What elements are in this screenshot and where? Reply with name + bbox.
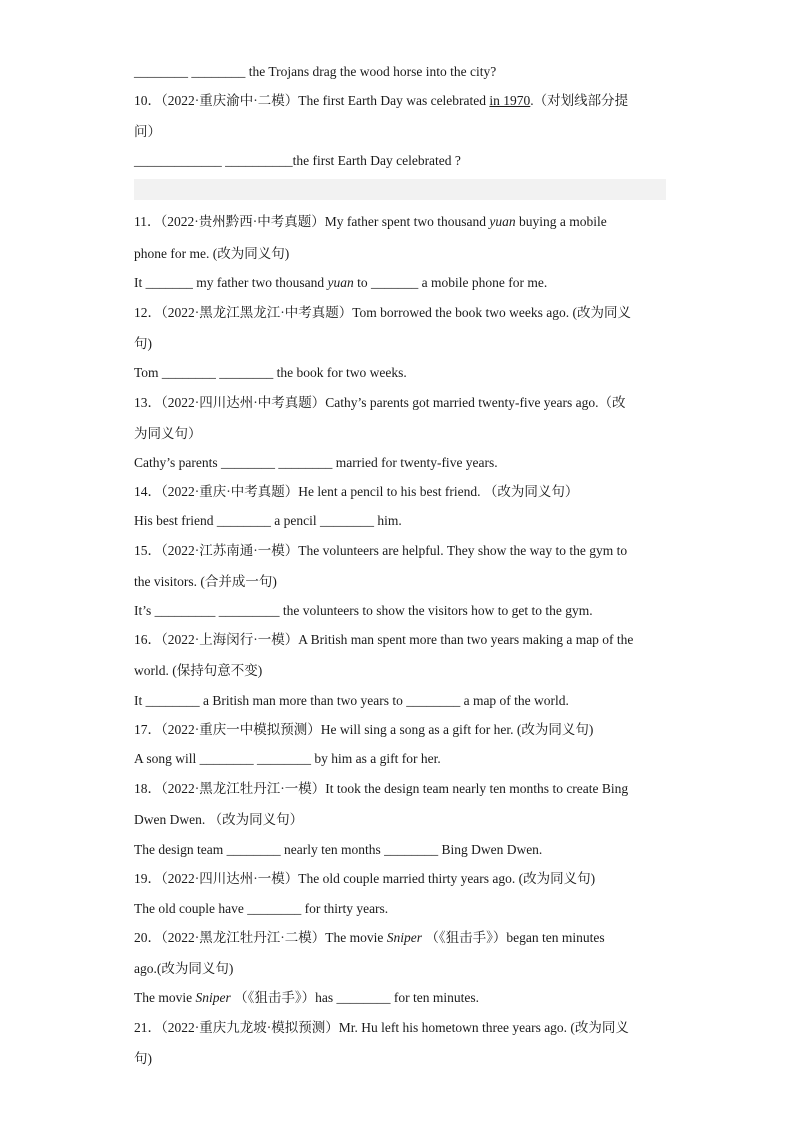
text-line: [134, 512, 694, 530]
text-segment: Cathy’s parents ________ ________ married for twenty-five years.: [134, 455, 498, 470]
text-segment: 16．（2022·上海闵行·一模）A British man spent more than two years making a map of the: [134, 632, 634, 647]
text-segment: 句): [134, 336, 152, 351]
text-segment: 11．（2022·贵州黔西·中考真题）My father spent two thousand: [134, 214, 490, 229]
text-segment: 13．（2022·四川达州·中考真题）Cathy’s parents got married twenty-five years ago.（改: [134, 395, 626, 410]
text-line: [134, 1050, 694, 1068]
text-line: [134, 900, 694, 918]
text-segment: the visitors. (合并成一句): [134, 574, 277, 589]
text-segment: 为同义句）: [134, 426, 202, 441]
text-line: [134, 750, 694, 768]
text-segment: 12．（2022·黑龙江黑龙江·中考真题）Tom borrowed the book two weeks ago. (改为同义: [134, 305, 631, 320]
text-line: [134, 152, 694, 170]
text-line: [134, 213, 694, 231]
italic-text: Sniper: [195, 990, 231, 1005]
text-segment: The movie: [134, 990, 196, 1005]
text-segment: buying a mobile: [515, 214, 607, 229]
text-segment: ________ ________ the Trojans drag the wood horse into the city?: [134, 64, 497, 79]
text-segment: 20．（2022·黑龙江牡丹江·二模）The movie: [134, 930, 387, 945]
text-line: [134, 989, 694, 1007]
text-segment: ago.(改为同义句): [134, 961, 234, 976]
text-line: [134, 483, 694, 501]
text-segment: .（对划线部分提: [530, 93, 629, 108]
text-line: [134, 542, 694, 560]
text-segment: 21．（2022·重庆九龙坡·模拟预测）Mr. Hu left his hometown three years ago. (改为同义: [134, 1020, 629, 1035]
text-line: [134, 811, 694, 829]
answer-shade-bar: [134, 179, 666, 200]
text-line: [134, 245, 694, 263]
text-line: [134, 394, 694, 412]
text-line: [134, 841, 694, 859]
text-segment: 句): [134, 1051, 152, 1066]
text-line: [134, 123, 694, 141]
text-line: [134, 929, 694, 947]
text-segment: （《狙击手》）has ________ for ten minutes.: [230, 990, 479, 1005]
text-line: [134, 364, 694, 382]
text-line: [134, 960, 694, 978]
text-segment: 10．（2022·重庆渝中·二模）The first Earth Day was celebrated: [134, 93, 490, 108]
text-segment: The design team ________ nearly ten months ________ Bing Dwen Dwen.: [134, 842, 543, 857]
text-line: [134, 780, 694, 798]
text-segment: 17．（2022·重庆一中模拟预测）He will sing a song as a gift for her. (改为同义句): [134, 722, 594, 737]
text-line: [134, 92, 694, 110]
underlined-answer-text: in 1970: [489, 93, 531, 108]
text-line: [134, 721, 694, 739]
text-line: [134, 870, 694, 888]
text-line: [134, 335, 694, 353]
text-segment: phone for me. (改为同义句): [134, 246, 290, 261]
text-segment: His best friend ________ a pencil ________ him.: [134, 513, 402, 528]
text-segment: to _______ a mobile phone for me.: [353, 275, 548, 290]
text-segment: world. (保持句意不变): [134, 663, 263, 678]
italic-text: yuan: [489, 214, 516, 229]
text-segment: It _______ my father two thousand: [134, 275, 328, 290]
text-segment: 19．（2022·四川达州·一模）The old couple married thirty years ago. (改为同义句): [134, 871, 596, 886]
text-segment: It ________ a British man more than two years to ________ a map of the world.: [134, 693, 569, 708]
text-line: [134, 274, 694, 292]
text-line: [134, 602, 694, 620]
text-segment: 14．（2022·重庆·中考真题）He lent a pencil to his best friend. （改为同义句）: [134, 484, 579, 499]
text-segment: The old couple have ________ for thirty years.: [134, 901, 389, 916]
text-line: [134, 662, 694, 680]
text-segment: A song will ________ ________ by him as a gift for her.: [134, 751, 441, 766]
text-segment: It’s _________ _________ the volunteers to show the visitors how to get to the gym.: [134, 603, 593, 618]
text-line: [134, 573, 694, 591]
italic-text: Sniper: [386, 930, 422, 945]
text-line: [134, 304, 694, 322]
text-segment: _____________ __________the first Earth Day celebrated ?: [134, 153, 461, 168]
text-line: [134, 454, 694, 472]
text-segment: Tom ________ ________ the book for two weeks.: [134, 365, 407, 380]
text-line: [134, 631, 694, 649]
text-segment: 问）: [134, 124, 161, 139]
text-segment: （《狙击手》）began ten minutes: [421, 930, 605, 945]
text-segment: 15．（2022·江苏南通·一模）The volunteers are helpful. They show the way to the gym to: [134, 543, 628, 558]
text-line: [134, 63, 694, 81]
text-line: [134, 425, 694, 443]
text-segment: 18．（2022·黑龙江牡丹江·一模）It took the design team nearly ten months to create Bing: [134, 781, 629, 796]
text-line: [134, 1019, 694, 1037]
text-segment: Dwen Dwen. （改为同义句）: [134, 812, 304, 827]
text-line: [134, 692, 694, 710]
italic-text: yuan: [327, 275, 354, 290]
